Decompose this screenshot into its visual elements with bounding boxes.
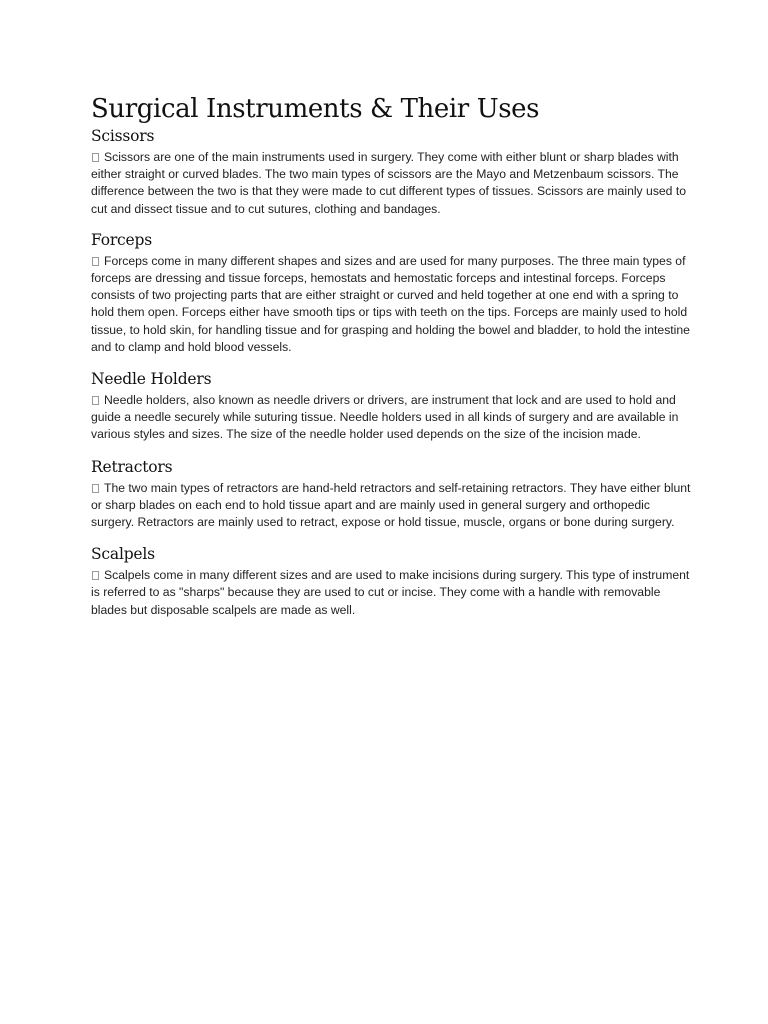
section-scalpels	[91, 544, 691, 619]
section-forceps	[91, 230, 691, 356]
section-heading: Scissors	[91, 127, 155, 145]
section-text: The two main types of retractors are hand-held retractors and self-retaining retractors. They have either blunt or sharp blades on each end to hold tissue apart and are mainly used in general surgery and orthopedic surgery. Retractors are mainly used to retract, expose or hold tissue, muscle, organs or bone during surgery.	[91, 480, 691, 530]
section-text: Needle holders, also known as needle drivers or drivers, are instrument that lock and are used to hold and guide a needle securely while suturing tissue. Needle holders used in all kinds of surgery and are available in various styles and sizes. The size of the needle holder used depends on the size of the incision made.	[91, 393, 679, 442]
bullet-box-icon	[92, 257, 99, 266]
section-heading: Needle Holders	[91, 370, 212, 389]
bullet-box-icon	[92, 571, 99, 580]
bullet-box-icon	[92, 484, 99, 493]
section-text: Scissors are one of the main instruments used in surgery. They come with either blunt or sharp blades with either straight or curved blades. The two main types of scissors are the Mayo and Metzenbaum scissors. The difference between the two is that they were made to cut different types of tissues. Scissors are mainly used to cut and dissect tissue and to cut sutures, clothing and bandages.	[91, 150, 687, 216]
section-paragraph	[91, 149, 691, 218]
section-heading: Forceps	[91, 230, 152, 249]
section-paragraph	[91, 392, 691, 444]
section-text: Scalpels come in many different sizes and are used to make incisions during surgery. This type of instrument is referred to as "sharps" because they are used to cut or incise. They come with a handle with removable blades but disposable scalpels are made as well.	[91, 568, 690, 617]
bullet-box-icon	[92, 153, 99, 162]
bullet-box-icon	[92, 396, 99, 405]
document-page	[91, 92, 691, 619]
document-title: Surgical Instruments & Their Uses	[91, 94, 540, 124]
section-paragraph	[91, 567, 691, 619]
section-paragraph	[91, 253, 691, 356]
section-text: Forceps come in many different shapes and sizes and are used for many purposes. The three main types of forceps are dressing and tissue forceps, hemostats and hemostatic forceps and intestinal forceps. Forceps consists of two projecting parts that are either straight or curved and held together at one end with a spring to hold them open. Forceps either have smooth tips or tips with teeth on the tips. Forceps are mainly used to hold tissue, to hold skin, for handling tissue and for grasping and holding the bowel and bladder, to hold the intestine and to clamp and hold blood vessels.	[91, 253, 690, 354]
section-paragraph	[91, 480, 691, 532]
section-needle-holders	[91, 369, 691, 444]
section-retractors	[91, 457, 691, 532]
section-heading: Retractors	[91, 457, 173, 476]
section-scissors	[91, 126, 691, 218]
section-heading: Scalpels	[91, 545, 155, 564]
